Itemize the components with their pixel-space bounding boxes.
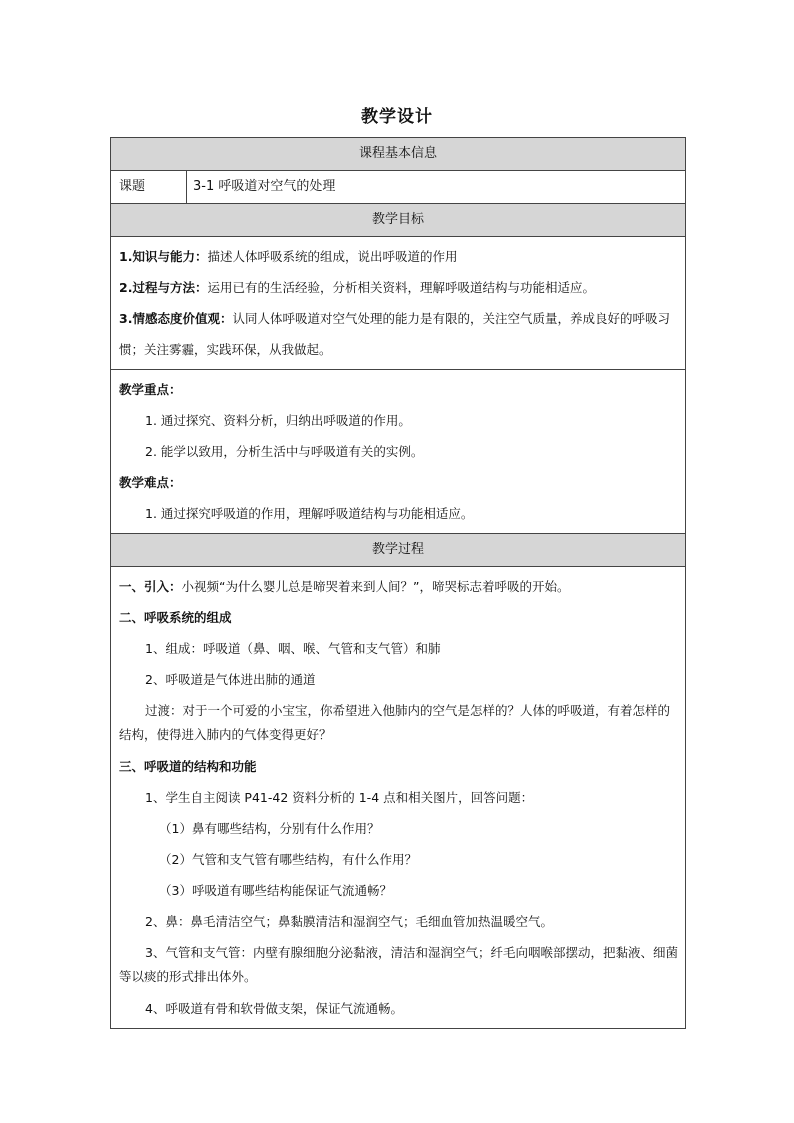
topic-value: 3-1 呼吸道对空气的处理 xyxy=(193,179,336,194)
process-intro xyxy=(119,571,679,602)
part3-item: 3、气管和支气管：内壁有腺细胞分泌黏液，清洁和湿润空气；纤毛向咽喉部摆动，把黏液、细菌等以痰的形式排出体外。 xyxy=(119,945,678,984)
key-difficult-points-block xyxy=(111,370,685,534)
key-point-item: 1. 通过探究、资料分析，归纳出呼吸道的作用。 xyxy=(145,413,411,428)
key-points-label xyxy=(119,374,679,405)
objective-label: 1.知识与能力： xyxy=(119,249,208,264)
question-item: （3）呼吸道有哪些结构能保证气流通畅？ xyxy=(159,883,392,898)
part2-heading-text: 二、呼吸系统的组成 xyxy=(119,610,232,625)
part3-heading xyxy=(119,751,679,782)
part3-heading-text: 三、呼吸道的结构和功能 xyxy=(119,759,257,774)
objective-process xyxy=(119,272,679,303)
part3-item: 2、鼻：鼻毛清洁空气；鼻黏膜清洁和湿润空气；毛细血管加热温暖空气。 xyxy=(145,914,553,929)
objective-text: 运用已有的生活经验，分析相关资料，理解呼吸道结构与功能相适应。 xyxy=(207,280,595,295)
difficult-point-item: 1. 通过探究呼吸道的作用，理解呼吸道结构与功能相适应。 xyxy=(145,506,474,521)
document-title: 教学设计 xyxy=(361,107,433,127)
section-header-process: 教学过程 xyxy=(111,534,685,567)
objective-label: 3.情感态度价值观： xyxy=(119,311,233,326)
objectives-block xyxy=(111,237,685,370)
section-header-objectives: 教学目标 xyxy=(111,204,685,237)
part2-item: 1、组成：呼吸道（鼻、咽、喉、气管和支气管）和肺 xyxy=(145,641,441,656)
key-point-item: 2. 能学以致用，分析生活中与呼吸道有关的实例。 xyxy=(145,444,424,459)
topic-row xyxy=(111,171,685,204)
transition-paragraph: 过渡：对于一个可爱的小宝宝，你希望进入他肺内的空气是怎样的？人体的呼吸道，有着怎样的结构，使得进入肺内的气体变得更好？ xyxy=(119,703,671,742)
intro-label: 一、引入： xyxy=(119,579,182,594)
part2-item: 2、呼吸道是气体进出肺的通道 xyxy=(145,672,316,687)
part3-item: 4、呼吸道有骨和软骨做支架，保证气流通畅。 xyxy=(145,1001,403,1016)
process-block xyxy=(111,567,685,1028)
question-item: （2）气管和支气管有哪些结构，有什么作用？ xyxy=(159,852,417,867)
objective-label: 2.过程与方法： xyxy=(119,280,208,295)
objective-text: 认同人体呼吸道对空气处理的能力是有限的，关注空气质量，养成良好的呼吸习惯；关注雾霾，实践环保，从我做起。 xyxy=(119,311,670,357)
question-item: （1）鼻有哪些结构，分别有什么作用？ xyxy=(159,821,380,836)
topic-label: 课题 xyxy=(111,171,187,203)
lesson-plan-table xyxy=(110,137,686,1029)
section-header-basic-info: 课程基本信息 xyxy=(111,138,685,171)
difficult-points-heading: 教学难点： xyxy=(119,475,182,490)
difficult-points-label xyxy=(119,467,679,498)
intro-text: 小视频“为什么婴儿总是啼哭着来到人间？”，啼哭标志着呼吸的开始。 xyxy=(181,579,570,594)
part3-item: 1、学生自主阅读 P41-42 资料分析的 1-4 点和相关图片，回答问题： xyxy=(145,790,534,805)
key-points-heading: 教学重点： xyxy=(119,382,182,397)
objective-text: 描述人体呼吸系统的组成，说出呼吸道的作用 xyxy=(207,249,458,264)
objective-knowledge xyxy=(119,241,679,272)
part2-heading xyxy=(119,602,679,633)
objective-attitude xyxy=(119,303,679,365)
